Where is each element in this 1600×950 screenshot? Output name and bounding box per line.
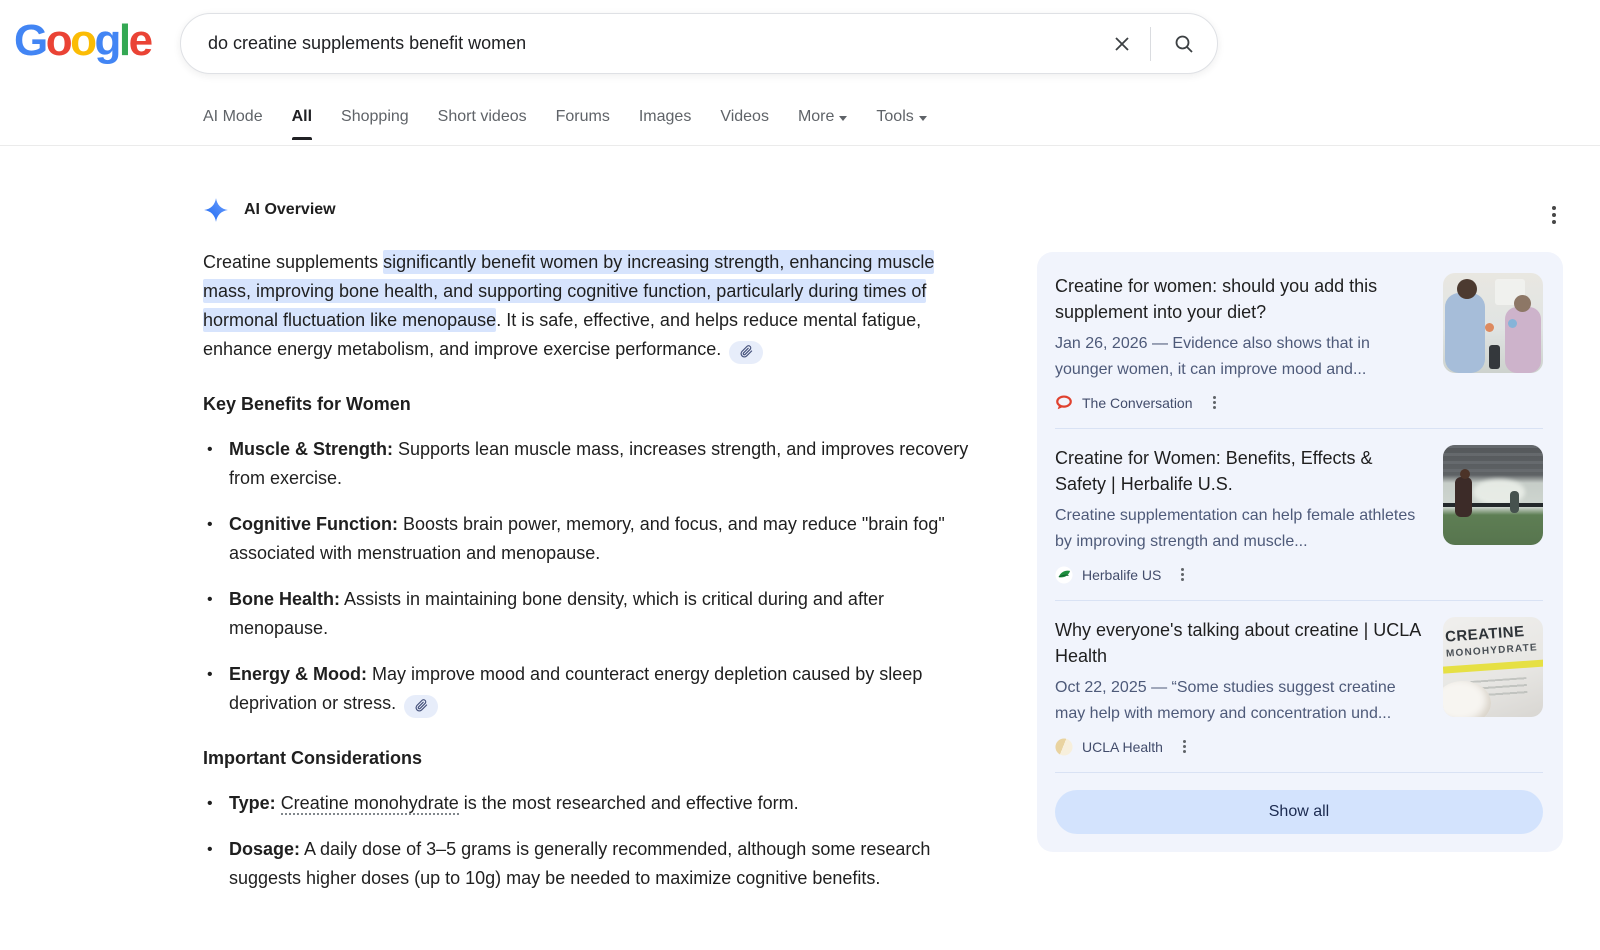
results-tab-bar <box>203 108 927 140</box>
search-icon <box>1173 33 1195 55</box>
thumb-detail <box>1489 345 1500 369</box>
text-run: Dosage: <box>229 839 301 859</box>
card-divider <box>1055 772 1543 773</box>
paperclip-icon <box>415 692 428 721</box>
source-name: UCLA Health <box>1082 738 1163 755</box>
card-divider <box>1055 428 1543 429</box>
search-input[interactable] <box>181 33 1094 54</box>
bullet-list <box>203 789 969 893</box>
text-run: Bone Health: <box>229 589 341 609</box>
tab-label: Images <box>638 108 692 125</box>
source-card-body <box>1055 445 1443 584</box>
source-link-chip[interactable] <box>404 695 438 718</box>
thumb-detail <box>1485 323 1494 332</box>
tab-more[interactable] <box>798 108 847 140</box>
list-item <box>203 435 969 493</box>
source-card-body <box>1055 273 1443 412</box>
tan-circle-icon <box>1055 738 1073 756</box>
speech-bubble-icon <box>1055 394 1073 412</box>
sources-panel <box>1037 252 1563 852</box>
source-link-chip[interactable] <box>729 341 763 364</box>
thumb-detail <box>1455 477 1472 517</box>
chevron-down-icon <box>839 116 847 121</box>
search-button[interactable] <box>1151 24 1217 64</box>
logo-letter: g <box>94 16 119 65</box>
source-attribution[interactable] <box>1055 737 1427 756</box>
header-divider <box>0 145 1600 146</box>
logo-letter: l <box>118 16 129 65</box>
thumb-detail: MONOHYDRATE <box>1445 642 1539 660</box>
bullet-list <box>203 435 969 718</box>
ai-overview-paragraph <box>203 248 969 364</box>
tab-images[interactable] <box>639 108 691 140</box>
source-card-title[interactable]: Creatine for women: should you add this supplement into your diet? <box>1055 276 1378 322</box>
list-item <box>203 789 969 818</box>
thumb-detail <box>1510 491 1519 513</box>
tab-forums[interactable] <box>556 108 610 140</box>
creatine-jar-photo[interactable] <box>1443 617 1543 717</box>
text-run: is the most researched and effective form. <box>458 793 799 813</box>
tab-label: More <box>797 108 835 125</box>
thumb-detail: CREATINE <box>1444 623 1526 646</box>
logo-letter: e <box>128 16 151 65</box>
text-run: Boosts brain power, memory, and focus, and may reduce "brain fog" associated with menstruation and menopause. <box>229 514 945 563</box>
source-card <box>1055 273 1543 412</box>
women-exercising-photo[interactable] <box>1443 273 1543 373</box>
text-run: Assists in maintaining bone density, which is critical during and after menopause. <box>229 589 884 638</box>
source-card-snippet: Creatine supplementation can help female athletes by improving strength and muscle... <box>1055 507 1416 550</box>
card-menu-button[interactable] <box>1180 737 1189 756</box>
source-card-title[interactable]: Why everyone's talking about creatine | UCLA Health <box>1055 620 1421 666</box>
card-menu-button[interactable] <box>1178 565 1187 584</box>
card-divider <box>1055 600 1543 601</box>
text-run: A daily dose of 3–5 grams is generally recommended, although some research suggests higher doses (up to 10g) may be needed to maximize cognitive benefits. <box>229 839 931 888</box>
tab-videos[interactable] <box>720 108 769 140</box>
tab-label: Shopping <box>341 108 409 125</box>
thumb-detail <box>1460 469 1470 479</box>
show-all-button[interactable]: Show all <box>1055 790 1543 834</box>
gym-training-photo[interactable] <box>1443 445 1543 545</box>
thumb-detail <box>1445 293 1485 373</box>
source-card <box>1055 445 1543 584</box>
ai-overview-label: AI Overview <box>244 201 336 218</box>
tab-label: Videos <box>720 108 769 125</box>
source-card-snippet: Oct 22, 2025 — “Some studies suggest creatine may help with memory and concentration und... <box>1055 679 1396 722</box>
tab-label: All <box>291 108 313 125</box>
source-card-body <box>1055 617 1443 756</box>
inline-link[interactable]: Creatine monohydrate <box>280 793 459 813</box>
text-run: Creatine supplements <box>203 252 384 272</box>
source-attribution[interactable] <box>1055 565 1427 584</box>
list-item <box>203 510 969 568</box>
ai-overview-menu-button[interactable] <box>1546 200 1562 230</box>
tab-tools[interactable] <box>876 108 926 140</box>
text-run: Muscle & Strength: <box>229 439 394 459</box>
source-card <box>1055 617 1543 756</box>
logo-letter: G <box>14 16 46 65</box>
text-run: Cognitive Function: <box>229 514 398 534</box>
source-card-snippet: Jan 26, 2026 — Evidence also shows that in younger women, it can improve mood and... <box>1055 335 1370 378</box>
tab-short-videos[interactable] <box>438 108 527 140</box>
ai-sparkle-icon <box>203 197 229 223</box>
source-name: The Conversation <box>1082 394 1193 411</box>
list-item <box>203 835 969 893</box>
close-icon <box>1112 34 1132 54</box>
tab-label: Short videos <box>437 108 527 125</box>
tab-shopping[interactable] <box>341 108 409 140</box>
thumb-detail <box>1514 295 1531 312</box>
list-item <box>203 660 969 718</box>
clear-search-button[interactable] <box>1094 24 1150 64</box>
card-menu-button[interactable] <box>1210 393 1219 412</box>
text-run: May improve mood and counteract energy depletion caused by sleep deprivation or stress. <box>229 664 923 713</box>
tab-ai-mode[interactable] <box>203 108 263 140</box>
source-attribution[interactable] <box>1055 393 1427 412</box>
thumb-detail <box>1457 279 1477 299</box>
text-run: Type: <box>229 793 276 813</box>
leaf-icon <box>1055 566 1073 584</box>
logo-letter: o <box>45 16 71 65</box>
tab-label: AI Mode <box>203 108 263 125</box>
source-card-title[interactable]: Creatine for Women: Benefits, Effects & Safety | Herbalife U.S. <box>1055 448 1373 494</box>
text-run: significantly benefit women by increasing strength, enhancing muscle mass, improving bone health, and supporting cognitive function, particularly during times of hormonal fluctuation like menopause <box>203 252 935 330</box>
google-logo[interactable] <box>14 16 151 66</box>
tab-label: Tools <box>876 108 914 125</box>
thumb-detail <box>1443 445 1543 477</box>
section-heading: Key Benefits for Women <box>203 394 411 414</box>
text-run: Supports lean muscle mass, increases strength, and improves recovery from exercise. <box>229 439 969 488</box>
paperclip-icon <box>740 338 753 367</box>
thumb-detail <box>1505 307 1541 373</box>
thumb-detail <box>1508 319 1517 328</box>
list-item <box>203 585 969 643</box>
ai-overview-section <box>203 197 969 910</box>
tab-label: Forums <box>555 108 610 125</box>
text-run: . It is safe, effective, and helps reduce mental fatigue, enhance energy metabolism, and improve exercise performance. <box>203 310 922 359</box>
chevron-down-icon <box>919 116 927 121</box>
source-name: Herbalife US <box>1082 566 1162 583</box>
logo-letter: o <box>70 16 95 65</box>
tab-all[interactable] <box>292 108 312 140</box>
text-run <box>276 793 281 813</box>
text-run: Energy & Mood: <box>229 664 367 684</box>
search-bar <box>180 13 1218 74</box>
section-heading: Important Considerations <box>203 748 423 768</box>
thumb-detail <box>1443 659 1543 673</box>
